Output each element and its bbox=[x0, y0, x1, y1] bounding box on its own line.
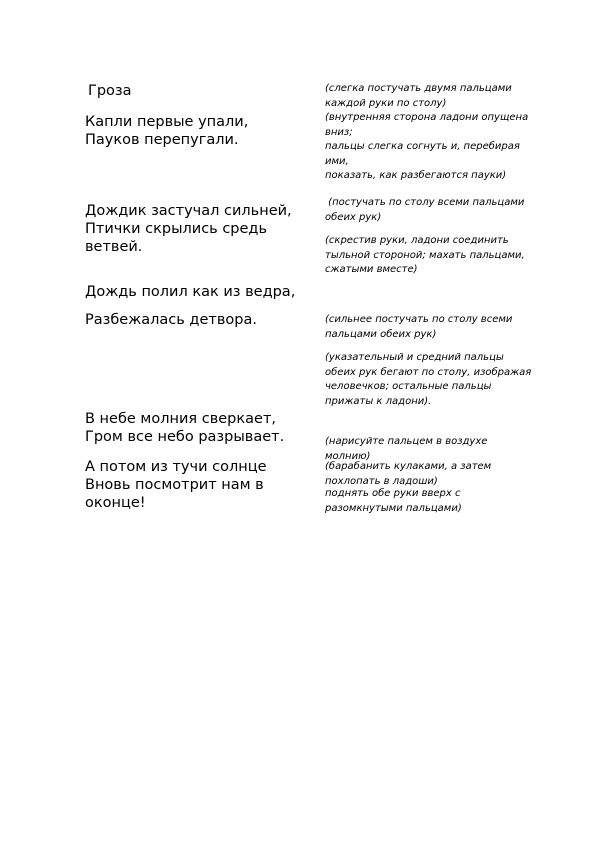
instruction-drops: (слегка постучать двумя пальцами каждой руки по столу) bbox=[325, 83, 512, 109]
stanza-lightning: В небе молния сверкает, Гром все небо разрывает. bbox=[85, 411, 285, 445]
line-bucket: Дождь полил как из ведра, bbox=[85, 284, 296, 300]
instruction-kids: (указательный и средний пальцы обеих рук бегают по столу, изображая человечков; остальные пальцы прижаты к ладони). bbox=[325, 352, 532, 407]
instruction-birds: (скрестив руки, ладони соединить тыльной стороной; махать пальцами, сжатыми вместе) bbox=[325, 235, 525, 275]
stanza-sun: А потом из тучи солнце Вновь посмотрит нам в оконце! bbox=[85, 459, 267, 511]
instruction-bucket: (сильнее постучать по столу всеми пальцами обеих рук) bbox=[325, 314, 513, 340]
instruction-lightning: (нарисуйте пальцем в воздухе молнию) bbox=[325, 436, 488, 462]
stanza-drops: Капли первые упали, Пауков перепугали. bbox=[85, 114, 249, 148]
instruction-spiders: (внутренняя сторона ладони опущена вниз; пальцы слегка согнуть и, перебирая ими, показать, как разбегаются пауки) bbox=[325, 112, 529, 181]
poem-title: Гроза bbox=[88, 83, 132, 99]
instruction-rain: (постучать по столу всеми пальцами обеих рук) bbox=[325, 197, 525, 223]
instruction-sun: поднять обе руки вверх с разомкнутыми пальцами) bbox=[325, 488, 462, 514]
line-kids: Разбежалась детвора. bbox=[85, 312, 257, 328]
stanza-rain: Дождик застучал сильней, Птички скрылись средь ветвей. bbox=[85, 203, 292, 255]
instruction-thunder: (барабанить кулаками, а затем похлопать в ладоши) bbox=[325, 461, 492, 487]
